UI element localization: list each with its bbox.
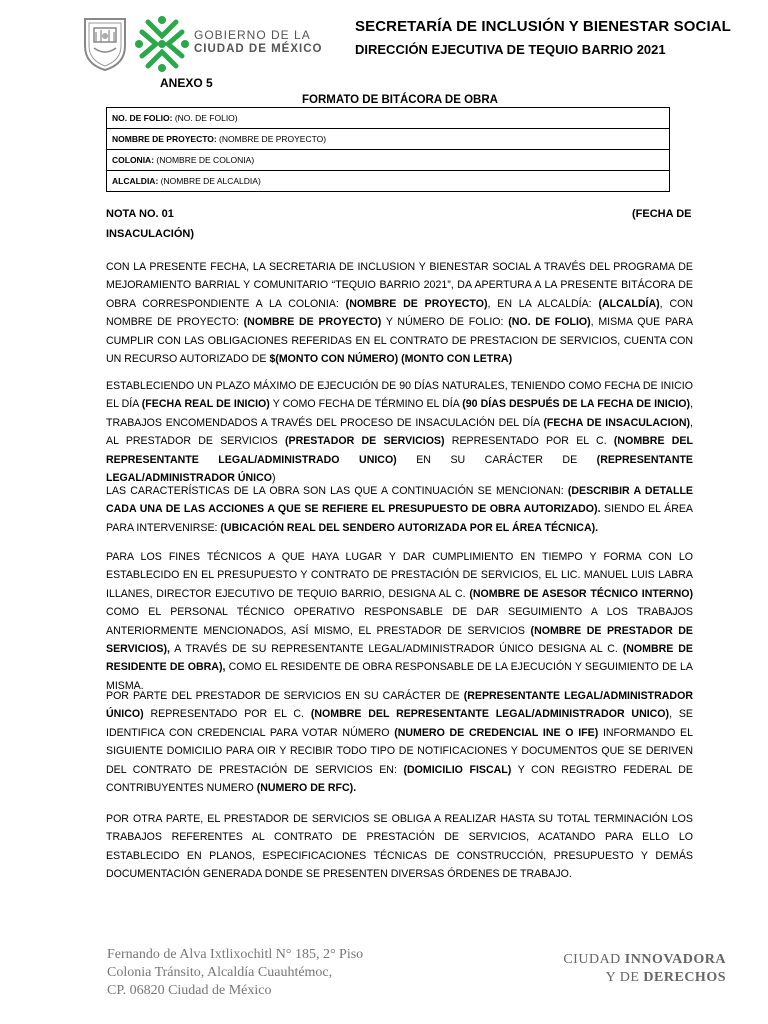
address-line-1: Fernando de Alva Ixtlixochitl N° 185, 2° Piso [107,947,364,962]
motto-word: CIUDAD [563,952,625,967]
placeholder-field: (NOMBRE DE RESIDENTE DE OBRA), [106,643,693,674]
table-row [107,171,670,192]
paragraph-text: , AL PRESTADOR DE SERVICIOS [106,416,693,448]
info-cell-colonia [107,150,670,171]
placeholder-field: (90 DÍAS DESPUÉS DE LA FECHA DE INICIO) [462,398,691,411]
nota-fecha-part1: (FECHA DE [632,208,692,220]
info-table [106,107,670,192]
nota-number: NOTA NO. 01 [106,208,174,220]
placeholder-field: (NUMERO DE CREDENCIAL INE O IFE) [394,726,599,739]
paragraph-1 [106,258,693,368]
paragraph-text: REPRESENTADO POR EL C. [444,435,614,448]
motto-word: Y DE [605,970,644,985]
info-label: COLONIA: [112,155,155,165]
paragraph-3 [106,482,693,537]
paragraph-text: POR PARTE DEL PRESTADOR DE SERVICIOS EN SU CARÁCTER DE [106,690,464,702]
paragraph-text: CON LA PRESENTE FECHA, LA SECRETARIA DE INCLUSION Y BIENESTAR SOCIAL A TRAVÉS DEL PROGRAMA DE MEJORAMIENTO BARRIAL Y COMUNITARIO “TEQUIO BARRIO 2021”, DA APERTURA A LA PRESENTE BITÁCORA DE OBRA CORRESPONDIENTE A LA COLONIA: [106,261,693,310]
paragraph-text: ESTABLECIENDO UN PLAZO MÁXIMO DE EJECUCIÓN DE 90 DÍAS NATURALES, TENIENDO COMO FECHA DE INICIO EL DÍA [106,380,693,411]
info-value: (NO. DE FOLIO) [172,113,238,123]
paragraph-text: COMO EL PERSONAL TÉCNICO OPERATIVO RESPONSABLE DE DAR SEGUIMIENTO A LOS TRABAJOS ANTERIORMENTE MENCIONADOS, ASÍ MISMO, EL PRESTADOR DE SERVICIOS [106,606,693,637]
placeholder-field: (REPRESENTANTE LEGAL/ADMINISTRADOR ÚNICO) [106,690,693,721]
secretaria-title: SECRETARÍA DE INCLUSIÓN Y BIENESTAR SOCIAL [355,18,731,35]
table-row [107,108,670,129]
info-label: NO. DE FOLIO: [112,113,173,123]
motto-word-bold: INNOVADORA [624,952,726,967]
placeholder-field: (UBICACIÓN REAL DEL SENDERO AUTORIZADA POR EL ÁREA TÉCNICA). [220,521,599,534]
form-title: FORMATO DE BITÁCORA DE OBRA [302,94,498,106]
paragraph-text: LAS CARACTERÍSTICAS DE LA OBRA SON LAS QUE A CONTINUACIÓN SE MENCIONAN: [106,485,568,497]
placeholder-field: (DOMICILIO FISCAL) [403,763,512,776]
placeholder-field: (NUMERO DE RFC). [256,782,357,795]
placeholder-field: (FECHA DE INSACULACION) [543,416,691,429]
info-label: ALCALDIA: [112,176,159,186]
paragraph-6 [106,810,693,884]
placeholder-field: (PRESTADOR DE SERVICIOS) [285,435,445,448]
paragraph-text: PARA LOS FINES TÉCNICOS A QUE HAYA LUGAR Y DAR CUMPLIMIENTO EN TIEMPO Y FORMA CON LO ESTABLECIDO EN EL PRESUPUESTO Y CONTRATO DE PRESTACIÓN DE SERVICIOS, EL LIC. MANUEL LUIS LABRA ILLANES, DIRECTOR EJECUTIVO DE TEQUIO BARRIO, DESIGNA AL C. [106,551,693,600]
placeholder-field: $(MONTO CON NÚMERO) (MONTO CON LETRA) [269,353,513,366]
info-cell-folio [107,108,670,129]
motto-line-1 [563,952,726,968]
placeholder-field: (NOMBRE DEL REPRESENTANTE LEGAL/ADMINISTRADO UNICO) [106,435,693,466]
paragraph-4 [106,548,693,695]
paragraph-2 [106,377,693,487]
placeholder-field: (ALCALDÍA) [598,297,660,310]
placeholder-field: (NOMBRE DE PROYECTO) [243,316,382,329]
address-line-3: CP. 06820 Ciudad de México [107,983,272,998]
paragraph-text: Y NÚMERO DE FOLIO: [381,316,509,329]
info-value: (NOMBRE DE ALCALDIA) [158,176,261,186]
placeholder-field: (FECHA REAL DE INICIO) [141,398,270,411]
placeholder-field: (NOMBRE DE PRESTADOR DE SERVICIOS), [106,624,693,656]
nota-fecha-part2: INSACULACIÓN) [106,228,194,240]
paragraph-text: , MISMA QUE PARA CUMPLIR CON LAS OBLIGACIONES REFERIDAS EN EL CONTRATO DE PRESTACION DE SERVICIOS, CUENTA CON UN RECURSO AUTORIZADO DE [106,316,694,366]
info-value: (NOMBRE DE PROYECTO) [216,134,327,144]
info-value: (NOMBRE DE COLONIA) [154,155,255,165]
placeholder-field: (NOMBRE DE PROYECTO) [345,297,488,310]
anexo-label: ANEXO 5 [160,76,213,90]
paragraph-text: REPRESENTADO POR EL C. [143,708,311,721]
paragraph-text: COMO EL RESIDENTE DE OBRA RESPONSABLE DE LA EJECUCIÓN Y SEGUIMIENTO DE LA MISMA. [106,661,693,692]
paragraph-text: , TRABAJOS ENCOMENDADOS A TRAVÉS DEL PROCESO DE INSACULACIÓN DEL DÍA [106,398,694,429]
table-row [107,150,670,171]
placeholder-field: (DESCRIBIR A DETALLE CADA UNA DE LAS ACCIONES A QUE SE REFIERE EL PRESUPUESTO DE OBRA AUTORIZADO). [106,485,693,516]
placeholder-field: (NO. DE FOLIO) [508,316,591,329]
gov-line-2: CIUDAD DE MÉXICO [194,43,323,55]
gov-line-1: GOBIERNO DE LA [194,28,311,42]
paragraph-text: , SE IDENTIFICA CON CREDENCIAL PARA VOTAR NÚMERO [106,708,693,739]
placeholder-field: (NOMBRE DEL REPRESENTANTE LEGAL/ADMINISTRADOR UNICO) [310,708,670,721]
placeholder-field: (REPRESENTANTE LEGAL/ADMINISTRADOR ÚNICO [106,453,694,485]
placeholder-field: (NOMBRE DE ASESOR TÉCNICO INTERNO) [469,587,693,600]
paragraph-text: EN SU CARÁCTER DE [396,453,597,466]
paragraph-text: A TRAVÉS DE SU REPRESENTANTE LEGAL/ADMINISTRADOR ÚNICO DESIGNA AL C. [169,643,623,656]
paragraph-text: , CON NOMBRE DE PROYECTO: [106,297,693,329]
direccion-title: DIRECCIÓN EJECUTIVA DE TEQUIO BARRIO 2021 [355,42,666,57]
motto-line-2 [606,970,726,986]
paragraph-text: Y COMO FECHA DE TÉRMINO EL DÍA [269,398,463,411]
table-row [107,129,670,150]
paragraph-text: Y CON REGISTRO FEDERAL DE CONTRIBUYENTES NUMERO [106,763,693,795]
info-label: NOMBRE DE PROYECTO: [112,134,217,144]
paragraph-text: ) [271,472,276,485]
motto-word-bold: DERECHOS [643,970,726,985]
info-cell-alcaldia [107,171,670,192]
cdmx-coat-of-arms-icon [82,16,128,72]
paragraph-5 [106,687,693,797]
paragraph-text: , EN LA ALCALDÍA: [487,297,599,310]
paragraph-text: INFORMANDO EL SIGUIENTE DOMICILIO PARA OIR Y RECIBIR TODO TIPO DE NOTIFICACIONES Y DOCUMENTOS QUE SE DERIVEN DEL CONTRATO DE PRESTACIÓN DE SERVICIOS EN: [106,726,693,776]
info-cell-proyecto [107,129,670,150]
address-line-2: Colonia Tránsito, Alcaldía Cuauhtémoc, [107,965,333,980]
paragraph-text: SIENDO EL ÁREA PARA INTERVENIRSE: [106,503,693,534]
paragraph-text: POR OTRA PARTE, EL PRESTADOR DE SERVICIOS SE OBLIGA A REALIZAR HASTA SU TOTAL TERMINACIÓN LOS TRABAJOS REFERENTES AL CONTRATO DE PRESTACIÓN DE SERVICIOS, ACATANDO PARA ELLO LO ESTABLECIDO EN PLANOS, ESPECIFICACIONES TÉCNICAS DE CONSTRUCCIÓN, PRESUPUESTO Y DEMÁS DOCUMENTACIÓN GENERADA DONDE SE PRESENTEN DIVERSAS ÓRDENES DE TRABAJO. [106,813,693,881]
cdmx-knot-logo-icon [134,14,190,74]
